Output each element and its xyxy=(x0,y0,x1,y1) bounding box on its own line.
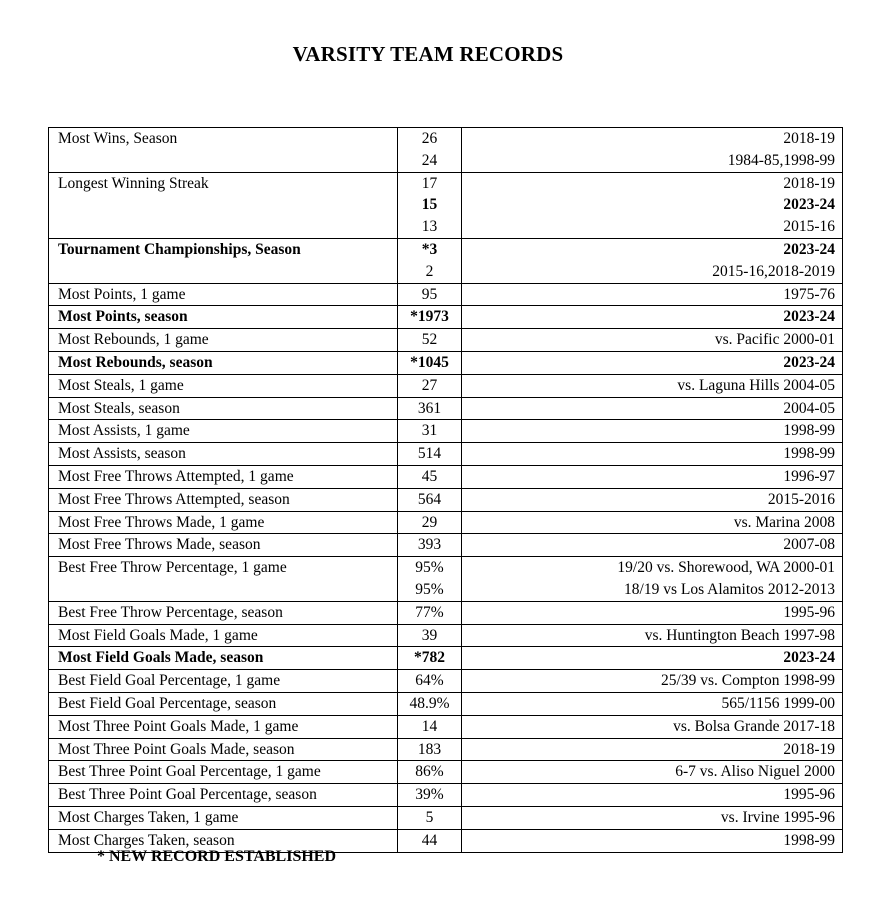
record-value-cell xyxy=(398,692,462,715)
record-value: 48.9% xyxy=(409,694,450,712)
record-category-cell xyxy=(49,511,398,534)
record-row xyxy=(49,128,843,173)
record-category: Most Points, 1 game xyxy=(58,285,186,303)
record-value: 39 xyxy=(421,626,438,644)
record-detail-cell xyxy=(462,624,843,647)
record-detail: 6-7 vs. Aliso Niguel 2000 xyxy=(675,763,835,781)
record-detail: vs. Pacific 2000-01 xyxy=(714,331,835,349)
record-detail: 2018-19 xyxy=(783,130,835,147)
record-detail: 1984-85,1998-99 xyxy=(727,151,835,169)
record-value: 77% xyxy=(415,603,444,621)
record-value-cell xyxy=(398,465,462,488)
record-value: 64% xyxy=(415,672,444,690)
record-row xyxy=(49,692,843,715)
record-value-cell xyxy=(398,624,462,647)
record-detail: 2007-08 xyxy=(783,536,835,554)
record-row xyxy=(49,557,843,602)
record-category: Most Free Throws Attempted, 1 game xyxy=(58,467,294,485)
record-value-cell xyxy=(398,306,462,329)
record-value: 361 xyxy=(417,399,442,417)
record-detail: 1998-99 xyxy=(783,831,835,849)
record-detail: 2023-24 xyxy=(783,308,835,326)
record-value: 27 xyxy=(421,376,438,394)
record-value: 26 xyxy=(421,130,438,147)
record-row xyxy=(49,420,843,443)
record-row xyxy=(49,511,843,534)
record-value: 393 xyxy=(417,536,442,554)
record-category-cell xyxy=(49,488,398,511)
record-category-cell xyxy=(49,420,398,443)
record-detail: 1995-96 xyxy=(783,786,835,804)
record-row xyxy=(49,806,843,829)
record-row xyxy=(49,738,843,761)
record-category-cell xyxy=(49,374,398,397)
record-detail: 2018-19 xyxy=(783,174,835,192)
record-category: Most Charges Taken, 1 game xyxy=(58,808,239,826)
record-value-cell xyxy=(398,829,462,852)
record-value: 24 xyxy=(421,151,438,169)
record-detail-cell xyxy=(462,488,843,511)
record-row xyxy=(49,443,843,466)
record-value-cell xyxy=(398,715,462,738)
record-category: Most Field Goals Made, 1 game xyxy=(58,626,258,644)
record-detail-cell xyxy=(462,806,843,829)
record-detail: 1996-97 xyxy=(783,467,835,485)
record-category: Most Assists, 1 game xyxy=(58,422,190,440)
record-row xyxy=(49,647,843,670)
record-value: 13 xyxy=(421,218,438,236)
record-value: *1045 xyxy=(410,353,449,371)
record-category: Best Three Point Goal Percentage, 1 game xyxy=(58,763,321,781)
record-value-cell xyxy=(398,128,462,173)
record-detail-cell xyxy=(462,465,843,488)
record-value-cell xyxy=(398,443,462,466)
record-category: Most Charges Taken, season xyxy=(58,831,235,849)
record-detail: 1998-99 xyxy=(783,445,835,463)
record-category-cell xyxy=(49,306,398,329)
record-detail-cell xyxy=(462,601,843,624)
record-detail: 1998-99 xyxy=(783,422,835,440)
record-value-cell xyxy=(398,283,462,306)
record-category-cell xyxy=(49,806,398,829)
record-category: Most Three Point Goals Made, season xyxy=(58,740,295,758)
record-row xyxy=(49,534,843,557)
record-category-cell xyxy=(49,443,398,466)
record-row xyxy=(49,329,843,352)
record-category-cell xyxy=(49,351,398,374)
record-value: 564 xyxy=(417,490,442,508)
record-detail-cell xyxy=(462,172,843,238)
record-detail-cell xyxy=(462,443,843,466)
record-value-cell xyxy=(398,351,462,374)
record-row xyxy=(49,761,843,784)
record-value-cell xyxy=(398,488,462,511)
record-value-cell xyxy=(398,329,462,352)
record-category-cell xyxy=(49,557,398,602)
record-row xyxy=(49,351,843,374)
record-detail-cell xyxy=(462,397,843,420)
record-detail: 2018-19 xyxy=(783,740,835,758)
record-category-cell xyxy=(49,738,398,761)
record-value: 17 xyxy=(421,174,438,192)
record-detail: 19/20 vs. Shorewood, WA 2000-01 xyxy=(617,559,835,577)
records-table xyxy=(48,127,843,853)
record-category-cell xyxy=(49,534,398,557)
record-category-cell xyxy=(49,172,398,238)
record-category: Most Free Throws Made, 1 game xyxy=(58,513,265,531)
record-detail-cell xyxy=(462,306,843,329)
record-row xyxy=(49,624,843,647)
record-detail-cell xyxy=(462,761,843,784)
record-detail: 565/1156 1999-00 xyxy=(721,694,835,712)
record-category: Most Steals, 1 game xyxy=(58,376,184,394)
record-value-cell xyxy=(398,374,462,397)
record-row xyxy=(49,670,843,693)
record-value-cell xyxy=(398,420,462,443)
record-detail: 2023-24 xyxy=(783,649,835,667)
record-detail-cell xyxy=(462,238,843,283)
record-category: Best Three Point Goal Percentage, season xyxy=(58,786,317,804)
record-category: Longest Winning Streak xyxy=(58,174,209,192)
record-value-cell xyxy=(398,806,462,829)
record-detail-cell xyxy=(462,692,843,715)
record-value: *3 xyxy=(421,240,438,258)
record-row xyxy=(49,374,843,397)
record-value-cell xyxy=(398,761,462,784)
record-detail: 2015-16,2018-2019 xyxy=(712,262,835,280)
footnote: * NEW RECORD ESTABLISHED xyxy=(97,848,337,865)
record-row xyxy=(49,784,843,807)
record-detail-cell xyxy=(462,715,843,738)
page-title: VARSITY TEAM RECORDS xyxy=(292,42,564,66)
record-category: Most Steals, season xyxy=(58,399,180,417)
record-value: 15 xyxy=(421,196,438,214)
record-value: 52 xyxy=(421,331,438,349)
record-value: 5 xyxy=(425,808,434,826)
record-category-cell xyxy=(49,601,398,624)
record-value-cell xyxy=(398,511,462,534)
record-value-cell xyxy=(398,647,462,670)
record-detail-cell xyxy=(462,420,843,443)
record-detail: vs. Huntington Beach 1997-98 xyxy=(644,626,835,644)
record-category-cell xyxy=(49,465,398,488)
record-category: Most Field Goals Made, season xyxy=(58,649,264,667)
record-category: Most Points, season xyxy=(58,308,188,326)
record-category: Most Rebounds, 1 game xyxy=(58,331,209,349)
record-value: 39% xyxy=(415,786,444,804)
record-detail: 25/39 vs. Compton 1998-99 xyxy=(661,672,835,690)
record-detail-cell xyxy=(462,647,843,670)
record-value-cell xyxy=(398,397,462,420)
record-row xyxy=(49,601,843,624)
record-category-cell xyxy=(49,761,398,784)
record-category-cell xyxy=(49,784,398,807)
record-value-cell xyxy=(398,601,462,624)
record-value: 14 xyxy=(421,717,438,735)
record-category: Best Field Goal Percentage, season xyxy=(58,694,277,712)
record-detail: vs. Irvine 1995-96 xyxy=(720,808,835,826)
record-detail: 18/19 vs Los Alamitos 2012-2013 xyxy=(624,580,835,598)
record-category-cell xyxy=(49,624,398,647)
record-row xyxy=(49,715,843,738)
record-category: Most Wins, Season xyxy=(58,130,178,147)
record-category: Best Free Throw Percentage, season xyxy=(58,603,283,621)
record-detail-cell xyxy=(462,511,843,534)
record-category-cell xyxy=(49,238,398,283)
record-value: *1973 xyxy=(410,308,449,326)
record-value: 31 xyxy=(421,422,438,440)
record-row xyxy=(49,172,843,238)
record-detail: 2023-24 xyxy=(783,240,835,258)
record-category-cell xyxy=(49,397,398,420)
record-detail: 1975-76 xyxy=(783,285,835,303)
record-detail-cell xyxy=(462,738,843,761)
record-detail-cell xyxy=(462,784,843,807)
record-value: 45 xyxy=(421,467,438,485)
record-category: Most Free Throws Attempted, season xyxy=(58,490,290,508)
record-category-cell xyxy=(49,647,398,670)
record-category: Best Field Goal Percentage, 1 game xyxy=(58,672,281,690)
record-value-cell xyxy=(398,238,462,283)
record-detail-cell xyxy=(462,670,843,693)
record-category: Most Free Throws Made, season xyxy=(58,536,261,554)
record-category: Tournament Championships, Season xyxy=(58,240,301,258)
record-value-cell xyxy=(398,557,462,602)
record-detail: 2004-05 xyxy=(783,399,835,417)
record-detail-cell xyxy=(462,329,843,352)
record-category-cell xyxy=(49,128,398,173)
record-category-cell xyxy=(49,715,398,738)
record-detail-cell xyxy=(462,128,843,173)
record-category-cell xyxy=(49,692,398,715)
record-row xyxy=(49,488,843,511)
record-value: 514 xyxy=(417,445,442,463)
record-detail: 2023-24 xyxy=(783,196,835,214)
record-category: Most Assists, season xyxy=(58,445,186,463)
record-detail: vs. Laguna Hills 2004-05 xyxy=(677,376,835,394)
record-category: Most Rebounds, season xyxy=(58,353,213,371)
record-detail-cell xyxy=(462,374,843,397)
record-category: Best Free Throw Percentage, 1 game xyxy=(58,559,287,577)
record-value: 2 xyxy=(425,262,434,280)
record-value: *782 xyxy=(414,649,445,667)
record-detail: 1995-96 xyxy=(783,603,835,621)
record-value-cell xyxy=(398,172,462,238)
record-detail-cell xyxy=(462,283,843,306)
record-category-cell xyxy=(49,670,398,693)
record-row xyxy=(49,238,843,283)
record-detail-cell xyxy=(462,829,843,852)
record-detail: vs. Bolsa Grande 2017-18 xyxy=(673,717,835,735)
record-detail: 2015-16 xyxy=(783,218,835,236)
record-category: Most Three Point Goals Made, 1 game xyxy=(58,717,299,735)
record-row xyxy=(49,465,843,488)
record-value: 29 xyxy=(421,513,438,531)
record-value: 86% xyxy=(415,763,444,781)
record-detail-cell xyxy=(462,351,843,374)
record-detail: 2023-24 xyxy=(783,353,835,371)
record-value-cell xyxy=(398,784,462,807)
record-detail: vs. Marina 2008 xyxy=(733,513,835,531)
record-value: 95% xyxy=(415,559,444,577)
record-category-cell xyxy=(49,329,398,352)
record-detail-cell xyxy=(462,557,843,602)
record-value-cell xyxy=(398,670,462,693)
record-row xyxy=(49,397,843,420)
record-value-cell xyxy=(398,738,462,761)
record-row xyxy=(49,283,843,306)
record-category-cell xyxy=(49,283,398,306)
record-value: 44 xyxy=(421,831,438,849)
record-detail-cell xyxy=(462,534,843,557)
record-value: 95% xyxy=(415,580,444,598)
records-table-body xyxy=(49,128,843,853)
record-value: 95 xyxy=(421,285,438,303)
record-value-cell xyxy=(398,534,462,557)
record-value: 183 xyxy=(417,740,442,758)
record-row xyxy=(49,306,843,329)
record-detail: 2015-2016 xyxy=(767,490,835,508)
